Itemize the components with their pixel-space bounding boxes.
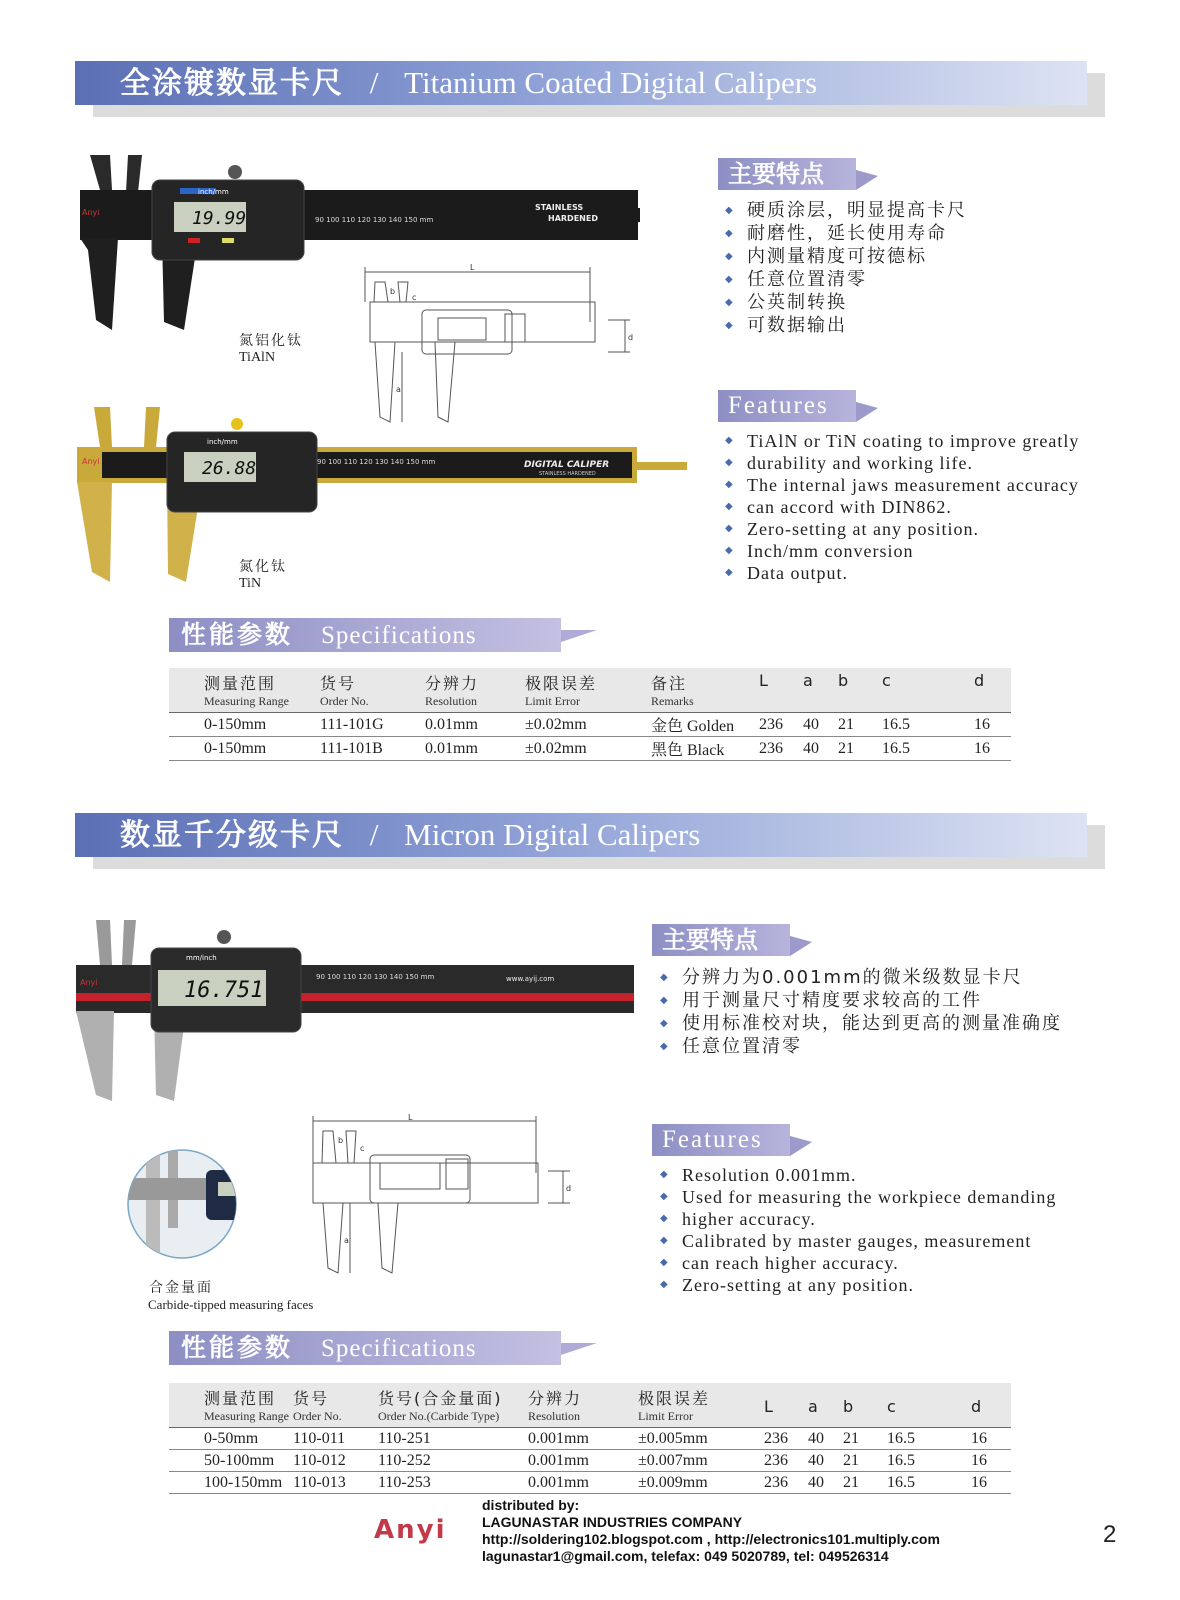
table-row bbox=[169, 1472, 1011, 1494]
list-item: ◆ higher accuracy. bbox=[660, 1208, 1100, 1230]
table-cell: 16 bbox=[935, 1472, 1011, 1494]
distributor-label: distributed by: bbox=[482, 1497, 580, 1513]
diagram2-label-d: d bbox=[566, 1184, 572, 1193]
sec1-spec-tag bbox=[169, 618, 561, 652]
table-header: b bbox=[841, 1383, 875, 1428]
list-item: ◆ 公英制转换 bbox=[725, 291, 1105, 314]
sec2-spec-table bbox=[169, 1383, 1011, 1494]
table-cell: 21 bbox=[841, 1428, 875, 1450]
table-cell: 50-100mm bbox=[169, 1450, 289, 1472]
table-header: 分辨力 Resolution bbox=[403, 668, 505, 713]
table-header: c bbox=[875, 1383, 935, 1428]
table-cell: 40 bbox=[801, 713, 836, 737]
table-cell: 0-150mm bbox=[169, 713, 296, 737]
table-cell: 金色 Golden bbox=[633, 713, 753, 737]
section2-header bbox=[75, 813, 1087, 857]
distributor-links: http://soldering102.blogspot.com , http://electronics101.multiply.com bbox=[482, 1531, 940, 1547]
caliper3-brand: Anyi bbox=[80, 978, 98, 987]
diagram1-label-c: c bbox=[412, 293, 417, 302]
table-cell: 110-011 bbox=[289, 1428, 374, 1450]
sec2-spec-tag bbox=[169, 1331, 561, 1365]
table-cell: 111-101B bbox=[296, 737, 403, 761]
table-header-row bbox=[169, 668, 1011, 713]
table-cell: 236 bbox=[753, 737, 801, 761]
carbide-face-inset-image bbox=[126, 1148, 238, 1260]
svg-text:90 100 110 120 130 140 1: 90 100 110 120 130 140 150 mm bbox=[317, 458, 436, 466]
table-cell: 111-101G bbox=[296, 713, 403, 737]
list-item: ◆ The internal jaws measurement accuracy bbox=[725, 474, 1125, 496]
sec2-spec-tag-cn: 性能参数 bbox=[181, 1333, 294, 1362]
section2-title-en: Micron Digital Calipers bbox=[404, 817, 701, 852]
table-cell: 110-012 bbox=[289, 1450, 374, 1472]
table-header: 测量范围 Measuring Range bbox=[169, 668, 296, 713]
table-cell: 16.5 bbox=[870, 737, 930, 761]
table-row bbox=[169, 713, 1011, 737]
list-item: ◆ 硬质涂层，明显提高卡尺 bbox=[725, 199, 1105, 222]
caliper1-stainless: STAINLESS bbox=[535, 203, 584, 212]
table-cell: 236 bbox=[758, 1472, 806, 1494]
table-cell: 16.5 bbox=[875, 1450, 935, 1472]
diagram2-label-b: b bbox=[338, 1136, 344, 1145]
table-cell: 0.001mm bbox=[524, 1450, 632, 1472]
table-cell: 16.5 bbox=[875, 1472, 935, 1494]
list-item: ◆ durability and working life. bbox=[725, 452, 1125, 474]
table-cell: 40 bbox=[806, 1450, 841, 1472]
caliper-dimension-diagram-2 bbox=[308, 1113, 578, 1283]
table-cell: 黑色 Black bbox=[633, 737, 753, 761]
table-cell: ±0.007mm bbox=[632, 1450, 758, 1472]
page-number: 2 bbox=[1103, 1521, 1117, 1548]
caliper1-caption-cn: 氮铝化钛 bbox=[239, 333, 303, 349]
sec2-spec-tag-en: Specifications bbox=[321, 1335, 477, 1362]
diagram1-label-a: a bbox=[396, 385, 401, 394]
table-cell: 16 bbox=[930, 713, 1011, 737]
list-item: ◆ 用于测量尺寸精度要求较高的工件 bbox=[660, 989, 1130, 1012]
section2-title-slash: / bbox=[369, 817, 379, 852]
section1-title-slash: / bbox=[369, 65, 379, 100]
sec2-features-en-list bbox=[660, 1164, 1100, 1296]
sec1-spec-table bbox=[169, 668, 1011, 761]
table-cell: ±0.009mm bbox=[632, 1472, 758, 1494]
caliper3-url: www.ayij.com bbox=[506, 975, 555, 983]
inset-caption-en: Carbide-tipped measuring faces bbox=[148, 1297, 314, 1312]
caliper1-hardened: HARDENED bbox=[548, 214, 598, 223]
table-header: a bbox=[806, 1383, 841, 1428]
caliper3-unit: mm/inch bbox=[186, 954, 217, 962]
sec2-features-en-tag: Features bbox=[652, 1124, 790, 1156]
section1-header bbox=[75, 61, 1087, 105]
caliper2-label: DIGITAL CALIPER bbox=[524, 460, 610, 470]
anyi-logo: Anyi bbox=[374, 1515, 447, 1545]
table-header: 备注 Remarks bbox=[633, 668, 753, 713]
caliper1-unit: inch/mm bbox=[198, 188, 229, 196]
caliper-micron-image bbox=[76, 915, 636, 1105]
svg-text:90 100 110 120 130 140 1: 90 100 110 120 130 140 150 mm bbox=[316, 973, 435, 981]
diagram1-label-L: L bbox=[470, 263, 475, 272]
table-header-row bbox=[169, 1383, 1011, 1428]
list-item: ◆ Zero-setting at any position. bbox=[660, 1274, 1100, 1296]
distributor-info bbox=[482, 1497, 940, 1565]
sec2-features-cn-tag: 主要特点 bbox=[652, 924, 790, 956]
list-item: ◆ Calibrated by master gauges, measurement bbox=[660, 1230, 1100, 1252]
table-cell: 110-251 bbox=[374, 1428, 524, 1450]
table-header: d bbox=[935, 1383, 1011, 1428]
table-cell: 21 bbox=[836, 737, 870, 761]
table-header: c bbox=[870, 668, 930, 713]
table-cell: 0.001mm bbox=[524, 1472, 632, 1494]
list-item: ◆ 可数据输出 bbox=[725, 314, 1105, 337]
caliper2-unit: inch/mm bbox=[207, 438, 238, 446]
table-cell: 21 bbox=[836, 713, 870, 737]
table-cell: 16.5 bbox=[875, 1428, 935, 1450]
table-cell: 40 bbox=[806, 1472, 841, 1494]
table-header: b bbox=[836, 668, 870, 713]
table-header: 极限误差 Limit Error bbox=[505, 668, 633, 713]
table-header: 极限误差 Limit Error bbox=[632, 1383, 758, 1428]
section1-title-cn: 全涂镀数显卡尺 bbox=[120, 66, 344, 101]
diagram2-label-a: a bbox=[344, 1236, 349, 1245]
list-item: ◆ 任意位置清零 bbox=[725, 268, 1105, 291]
list-item: ◆ 分辨力为0.001mm的微米级数显卡尺 bbox=[660, 966, 1130, 989]
list-item: ◆ 耐磨性，延长使用寿命 bbox=[725, 222, 1105, 245]
list-item: ◆ Used for measuring the workpiece demanding bbox=[660, 1186, 1100, 1208]
caliper3-display: 16.751 bbox=[184, 978, 264, 1003]
table-cell: 0.001mm bbox=[524, 1428, 632, 1450]
caliper2-caption-cn: 氮化钛 bbox=[239, 559, 287, 575]
diagram1-label-b: b bbox=[390, 287, 396, 296]
table-cell: 100-150mm bbox=[169, 1472, 289, 1494]
inset-caption bbox=[149, 1277, 313, 1313]
caliper2-caption bbox=[239, 556, 287, 592]
table-header: 测量范围 Measuring Range bbox=[169, 1383, 289, 1428]
table-cell: 0.01mm bbox=[403, 713, 505, 737]
distributor-contact: lagunastar1@gmail.com, telefax: 049 5020789, tel: 049526314 bbox=[482, 1548, 889, 1564]
table-cell: 21 bbox=[841, 1450, 875, 1472]
table-cell: 40 bbox=[806, 1428, 841, 1450]
table-cell: ±0.02mm bbox=[505, 737, 633, 761]
table-header: 货号(合金量面) Order No.(Carbide Type) bbox=[374, 1383, 524, 1428]
list-item: ◆ 使用标准校对块，能达到更高的测量准确度 bbox=[660, 1012, 1130, 1035]
inset-caption-cn: 合金量面 bbox=[149, 1280, 213, 1296]
caliper-gold-image bbox=[72, 402, 692, 592]
table-cell: 0-150mm bbox=[169, 737, 296, 761]
list-item: ◆ Inch/mm conversion bbox=[725, 540, 1125, 562]
caliper2-sublabel: STAINLESS HARDENED bbox=[539, 471, 596, 477]
table-header: 货号 Order No. bbox=[289, 1383, 374, 1428]
caliper1-display: 19.99 bbox=[192, 208, 247, 229]
table-cell: 16 bbox=[935, 1428, 1011, 1450]
list-item: ◆ Data output. bbox=[725, 562, 1125, 584]
table-cell: ±0.005mm bbox=[632, 1428, 758, 1450]
sec1-features-en-list bbox=[725, 430, 1125, 584]
table-cell: 236 bbox=[753, 713, 801, 737]
distributor-company: LAGUNASTAR INDUSTRIES COMPANY bbox=[482, 1514, 743, 1530]
caliper1-caption-en: TiAlN bbox=[239, 350, 276, 365]
table-cell: 110-013 bbox=[289, 1472, 374, 1494]
caliper2-display: 26.88 bbox=[202, 458, 257, 479]
table-header: d bbox=[930, 668, 1011, 713]
sec1-spec-tag-en: Specifications bbox=[321, 622, 477, 649]
table-cell: 21 bbox=[841, 1472, 875, 1494]
list-item: ◆ can reach higher accuracy. bbox=[660, 1252, 1100, 1274]
table-cell: 110-252 bbox=[374, 1450, 524, 1472]
sec1-spec-tag-cn: 性能参数 bbox=[181, 620, 294, 649]
section2-title-cn: 数显千分级卡尺 bbox=[120, 818, 344, 853]
table-cell: 16 bbox=[930, 737, 1011, 761]
diagram2-label-c: c bbox=[360, 1144, 365, 1153]
table-header: L bbox=[753, 668, 801, 713]
caliper1-caption bbox=[239, 330, 303, 366]
svg-text:90 100 110 120 130 140 1: 90 100 110 120 130 140 150 mm bbox=[315, 216, 434, 224]
table-row bbox=[169, 1450, 1011, 1472]
caliper1-brand: Anyi bbox=[82, 208, 100, 217]
table-cell: 16.5 bbox=[870, 713, 930, 737]
sec1-features-cn-list bbox=[725, 199, 1105, 337]
table-cell: 0-50mm bbox=[169, 1428, 289, 1450]
table-cell: 0.01mm bbox=[403, 737, 505, 761]
diagram2-label-L: L bbox=[408, 1113, 413, 1122]
sec1-features-en-tag: Features bbox=[718, 390, 856, 422]
table-cell: 16 bbox=[935, 1450, 1011, 1472]
caliper2-brand: Anyi bbox=[82, 457, 100, 466]
table-cell: 40 bbox=[801, 737, 836, 761]
table-header: L bbox=[758, 1383, 806, 1428]
list-item: ◆ TiAlN or TiN coating to improve greatly bbox=[725, 430, 1125, 452]
caliper2-caption-en: TiN bbox=[239, 576, 262, 591]
list-item: ◆ 内测量精度可按德标 bbox=[725, 245, 1105, 268]
table-header: a bbox=[801, 668, 836, 713]
table-header: 分辨力 Resolution bbox=[524, 1383, 632, 1428]
list-item: ◆ Zero-setting at any position. bbox=[725, 518, 1125, 540]
list-item: ◆ Resolution 0.001mm. bbox=[660, 1164, 1100, 1186]
table-row bbox=[169, 1428, 1011, 1450]
diagram1-label-d: d bbox=[628, 333, 634, 342]
table-cell: ±0.02mm bbox=[505, 713, 633, 737]
table-cell: 236 bbox=[758, 1428, 806, 1450]
section1-title-en: Titanium Coated Digital Calipers bbox=[404, 65, 818, 100]
table-header: 货号 Order No. bbox=[296, 668, 403, 713]
table-cell: 110-253 bbox=[374, 1472, 524, 1494]
sec2-features-cn-list bbox=[660, 966, 1130, 1058]
table-cell: 236 bbox=[758, 1450, 806, 1472]
table-row bbox=[169, 737, 1011, 761]
sec1-features-cn-tag: 主要特点 bbox=[718, 158, 856, 190]
list-item: ◆ can accord with DIN862. bbox=[725, 496, 1125, 518]
list-item: ◆ 任意位置清零 bbox=[660, 1035, 1130, 1058]
